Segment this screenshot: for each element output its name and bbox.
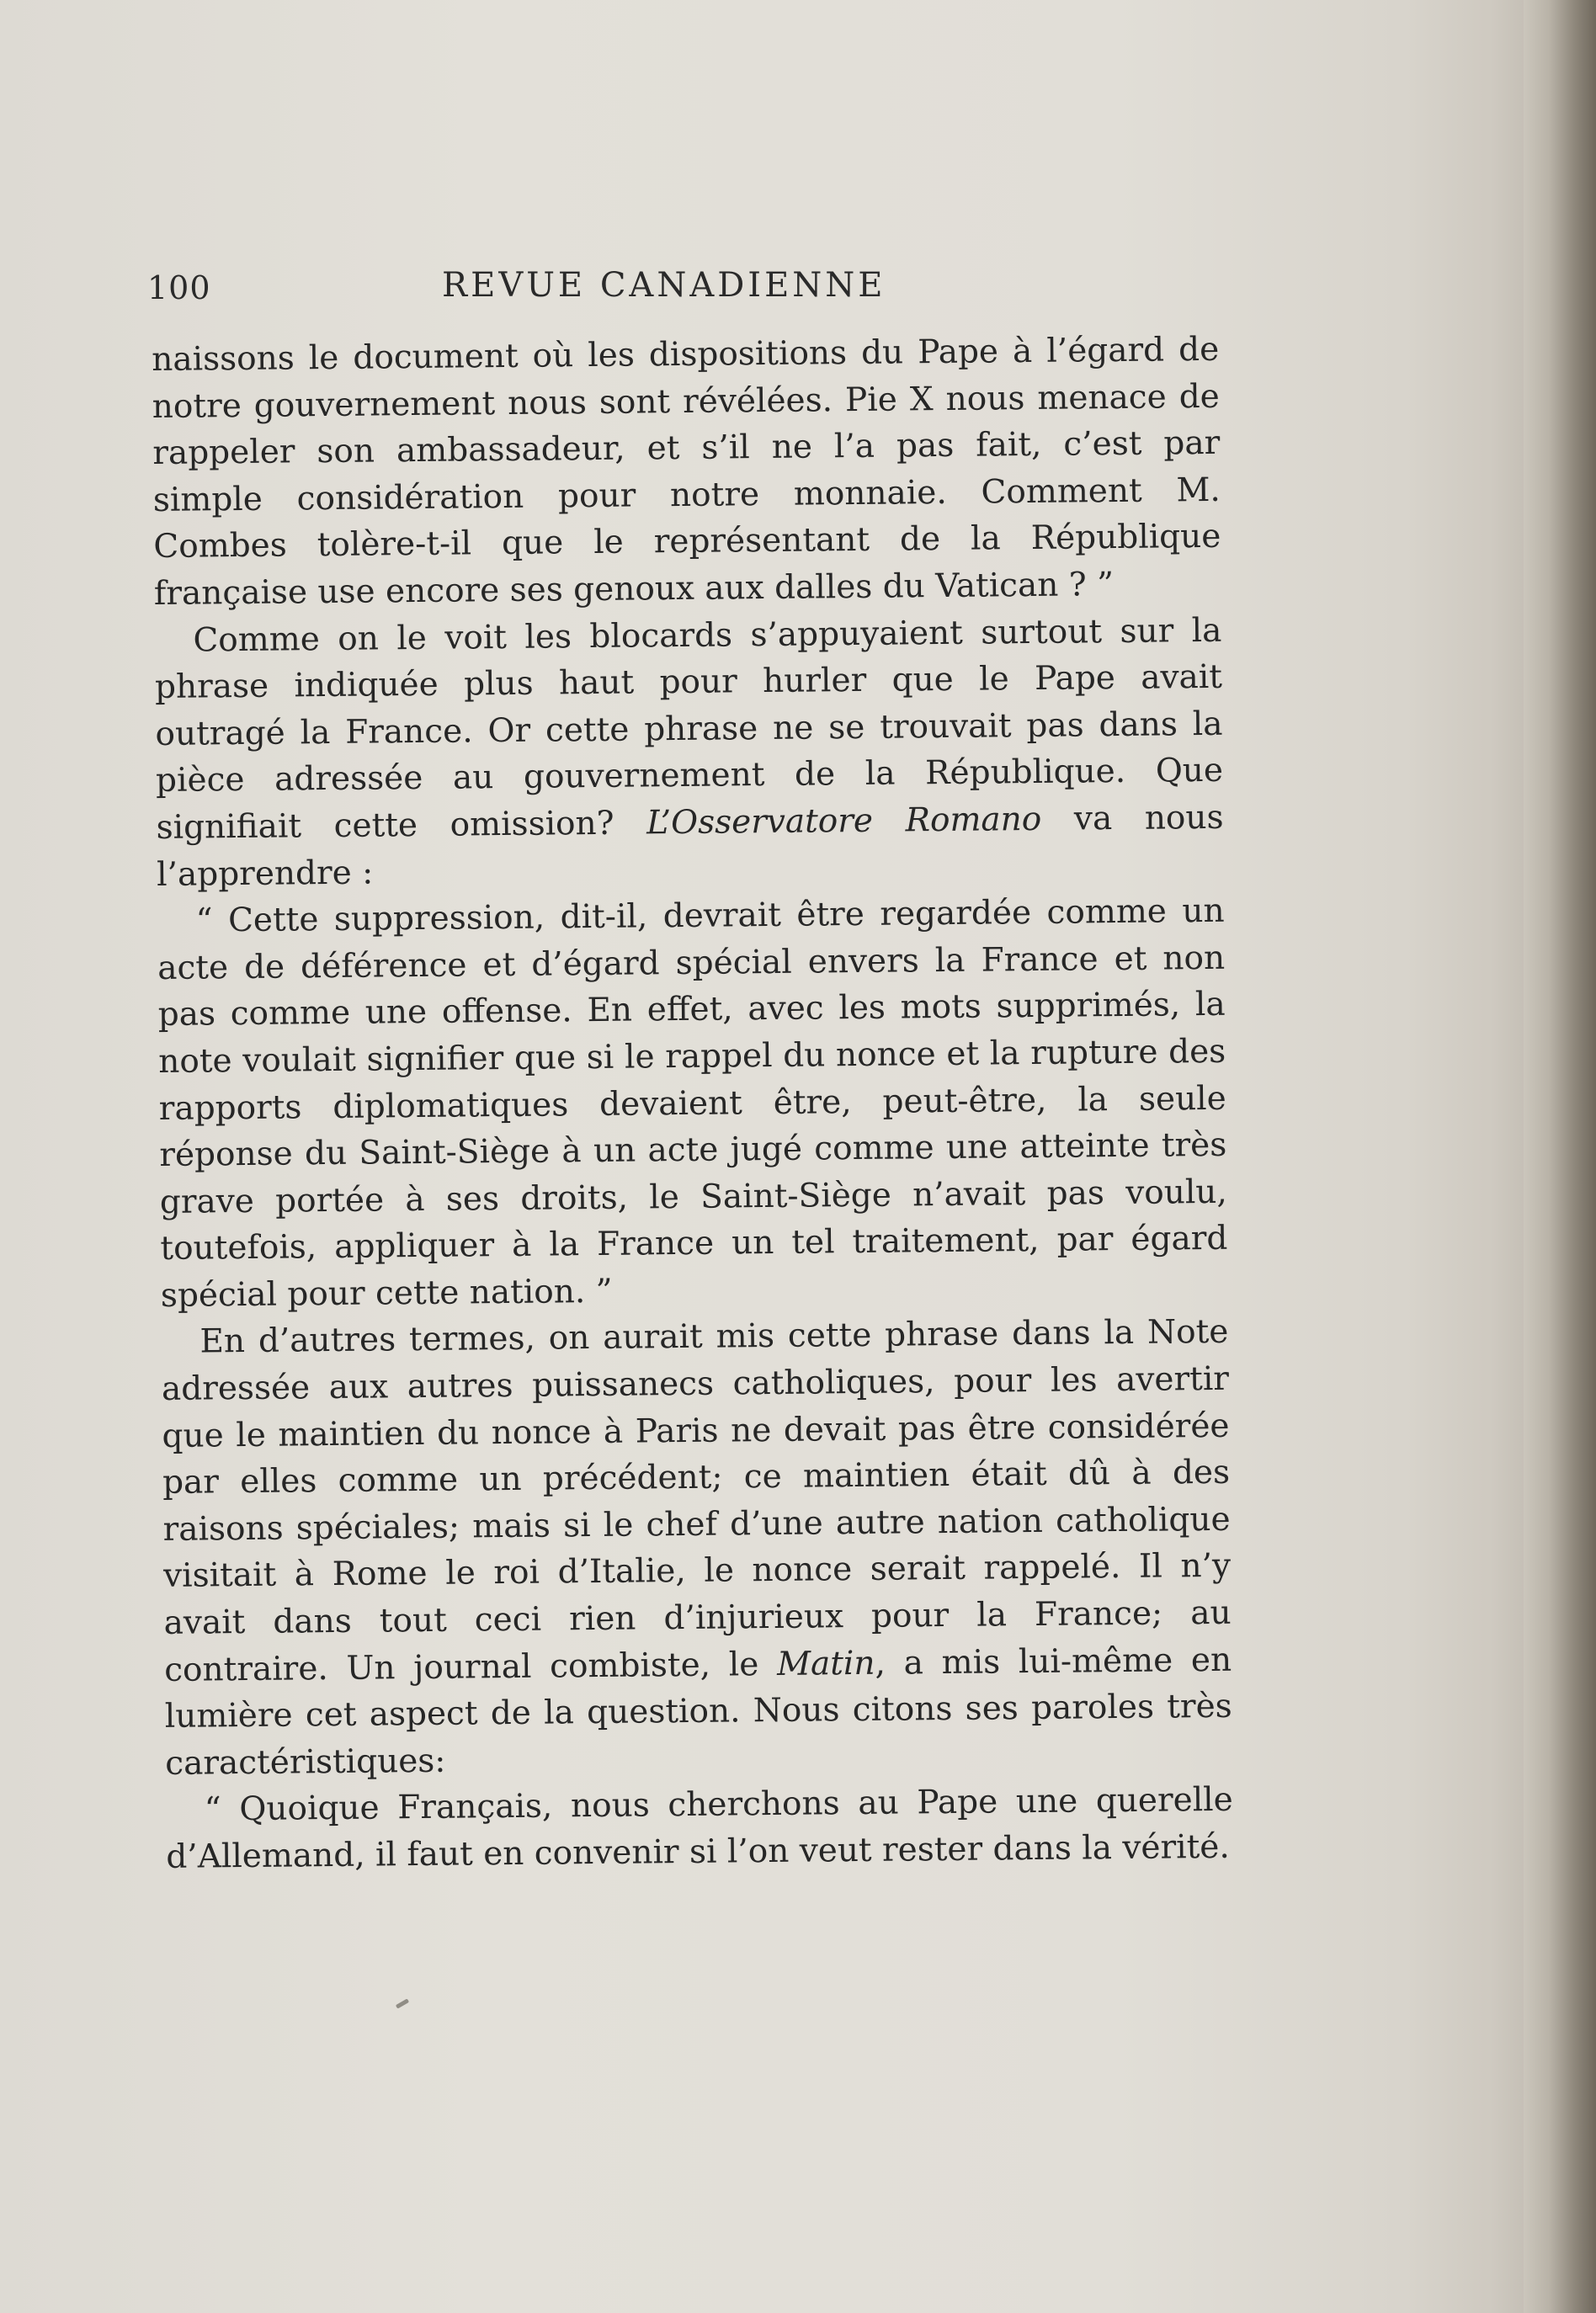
paragraph-4-text-end: , a mis lui-même en lumière cet aspect de la question. Nous citons ses paroles très caractéristiques:	[164, 1640, 1232, 1783]
ink-smudge	[396, 1998, 409, 2008]
publication-title-matin: Matin	[776, 1644, 875, 1683]
paragraph-4	[161, 1309, 1232, 1787]
paragraph-5-quotation: “ Quoique Français, nous cherchons au Pape une querelle d’Allemand, il faut en convenir si l’on veut rester dans la vérité.	[166, 1781, 1233, 1876]
body-text	[152, 327, 1234, 1881]
running-title: REVUE CANADIENNE	[442, 266, 886, 305]
publication-title-osservatore: L’Osservatore Romano	[646, 800, 1042, 843]
paragraph-2-text-end: va nous l’apprendre :	[156, 798, 1224, 894]
paragraph-2	[154, 607, 1224, 898]
paragraph-1: naissons le document où les dispositions du Pape à l’égard de notre gouvernement nous sont révélées. Pie X nous menace de rappeler son ambassadeur, et s’il ne l’a pas fait, c’est par simple considération pour notre monnaie. Comment M. Combes tolère-t-il que le représentant de la République française use encore ses genoux aux dalles du Vatican ? ”	[152, 330, 1221, 613]
paragraph-2-text: Comme on le voit les blocards s’appuyaient surtout sur la phrase indiquée plus haut pour hurler que le Pape avait outragé la France. Or cette phrase ne se trouvait pas dans la pièce adressée au gouvernement de la République. Que signifiait cette omission?	[154, 611, 1224, 847]
paragraph-3-quotation: “ Cette suppression, dit-il, devrait être regardée comme un acte de déférence et d’égard spécial envers la France et non pas comme une offense. En effet, avec les mots supprimés, la note voulait signifier que si le rappel du nonce et la rupture des rapports diplomatiques devaient être, peut-être, la seule réponse du Saint-Siège à un acte jugé comme une atteinte très grave portée à ses droits, le Saint-Siège n’avait pas voulu, toutefois, appliquer à la France un tel traitement, par égard spécial pour cette nation. ”	[157, 891, 1228, 1315]
book-binding-edge	[1524, 0, 1596, 2313]
paragraph-4-text: En d’autres termes, on aurait mis cette phrase dans la Note adressée aux autres puissanecs catholiques, pour les avertir que le maintien du nonce à Paris ne devait pas être considérée par elles comme un précédent; ce maintien était dû à des raisons spéciales; mais si le chef d’une autre nation catholique visitait à Rome le roi d’Italie, le nonce serait rappelé. Il n’y avait dans tout ceci rien d’injurieux pour la France; au contraire. Un journal combiste, le	[161, 1313, 1232, 1689]
page-number: 100	[147, 269, 211, 306]
page-header	[147, 266, 1225, 316]
